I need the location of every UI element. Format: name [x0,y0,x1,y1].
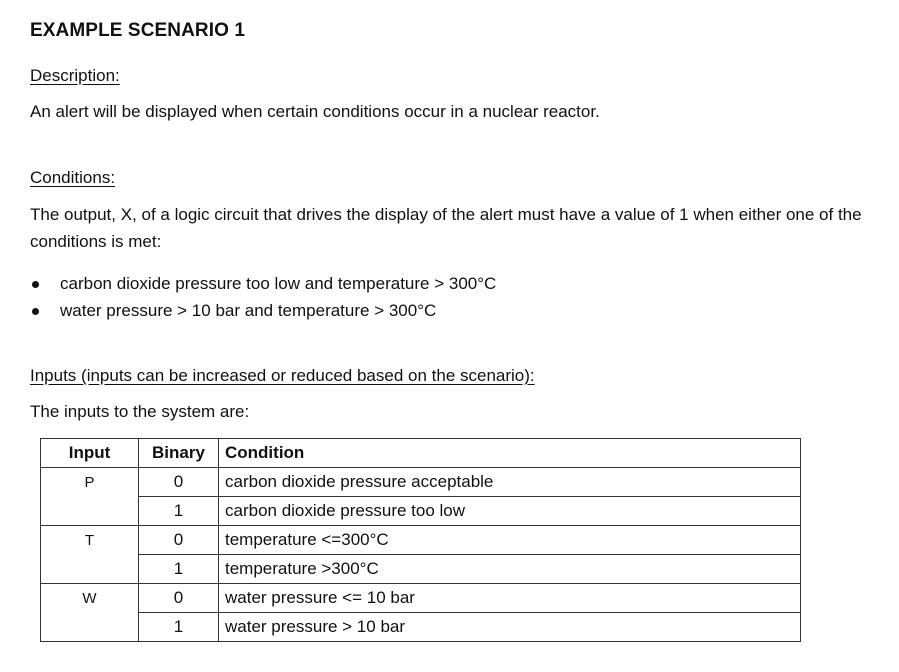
binary-cell: 0 [139,584,219,613]
input-cell [41,555,139,584]
binary-cell: 1 [139,497,219,526]
list-item: water pressure > 10 bar and temperature > 300°C [30,297,496,324]
description-text: An alert will be displayed when certain conditions occur in a nuclear reactor. [30,102,600,121]
table-row [41,497,801,526]
table-row [41,584,801,613]
table-row [41,526,801,555]
list-item: carbon dioxide pressure too low and temperature > 300°C [30,270,496,297]
inputs-text: The inputs to the system are: [30,402,250,421]
conditions-heading: Conditions: [30,168,116,187]
input-cell: T [41,526,139,555]
column-header-input: Input [41,439,139,468]
page-title: EXAMPLE SCENARIO 1 [30,20,246,41]
condition-cell: carbon dioxide pressure too low [219,497,801,526]
condition-cell: temperature <=300°C [219,526,801,555]
table-row [41,613,801,642]
binary-cell: 1 [139,555,219,584]
column-header-binary: Binary [139,439,219,468]
table-row [41,555,801,584]
conditions-list [30,270,496,324]
condition-cell: carbon dioxide pressure acceptable [219,468,801,497]
condition-cell: water pressure > 10 bar [219,613,801,642]
conditions-text: The output, X, of a logic circuit that drives the display of the alert must have a value of 1 when either one of the conditions is met: [30,205,862,251]
condition-cell: temperature >300°C [219,555,801,584]
input-cell: W [41,584,139,613]
binary-cell: 0 [139,526,219,555]
table-row [41,468,801,497]
column-header-condition: Condition [219,439,801,468]
input-cell: P [41,468,139,497]
condition-cell: water pressure <= 10 bar [219,584,801,613]
binary-cell: 1 [139,613,219,642]
inputs-table [40,438,801,642]
binary-cell: 0 [139,468,219,497]
table-header-row [41,439,801,468]
inputs-heading: Inputs (inputs can be increased or reduced based on the scenario): [30,366,535,385]
input-cell [41,497,139,526]
input-cell [41,613,139,642]
description-heading: Description: [30,66,120,85]
